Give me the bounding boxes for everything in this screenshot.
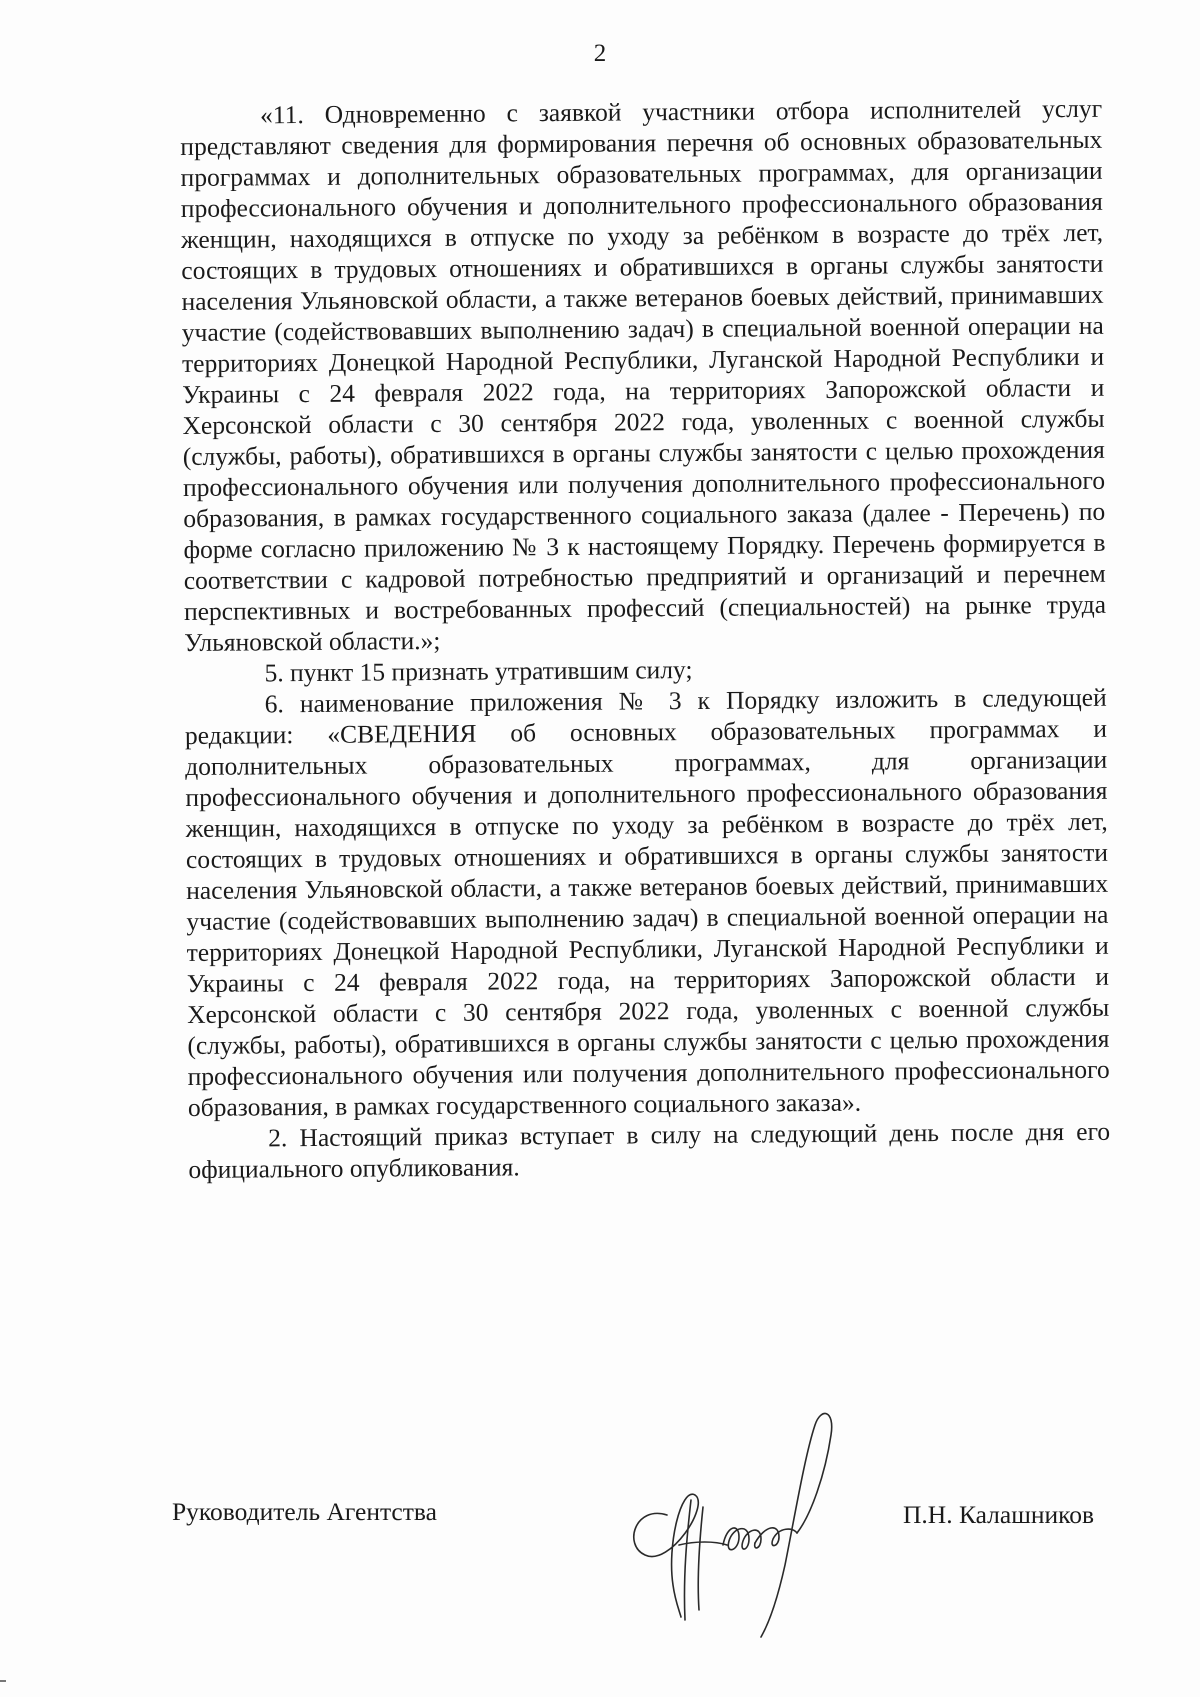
signatory-role: Руководитель Агентства	[172, 1497, 437, 1526]
paragraph-item-5: 5. пункт 15 признать утратившим силу;	[264, 654, 693, 688]
signatory-name: П.Н. Калашников	[903, 1500, 1095, 1529]
paragraph-item-11: «11. Одновременно с заявкой участники отбора исполнителей услуг представляют сведения для формирования перечня об основных образовательных программах и дополнительных образовательных программах, для организации профессионального обучения и дополнительного профессионального образования женщин, находящихся в отпуске по уходу за ребёнком в возрасте до трёх лет, состоящих в трудовых отношениях и обратившихся в органы службы занятости населения Ульяновской области, а также ветеранов боевых действий, принимавших участие (содействовавших выполнению задач) в специальной военной операции на территориях Донецкой Народной Республики, Луганской Народной Республики и Украины с 24 февраля 2022 года, на территориях Запорожской области и Херсонской области с 30 сентября 2022 года, уволенных с военной службы (службы, работы), обратившихся в органы службы занятости с целью прохождения профессионального обучения или получения дополнительного профессионального образования, в рамках государственного социального заказа (далее - Перечень) по форме согласно приложению № 3 к настоящему Порядку. Перечень формируется в соответствии с кадровой потребностью предприятий и организаций и перечнем перспективных и востребованных профессий (специальностей) на рынке труда Ульяновской области.»;	[180, 93, 1107, 657]
page-number: 2	[593, 40, 607, 67]
paragraph-effective-date: 2. Настоящий приказ вступает в силу на следующий день после дня его официального опубликования.	[188, 1116, 1111, 1184]
paragraph-item-6: 6. наименование приложения № 3 к Порядку изложить в следующей редакции: «СВЕДЕНИЯ об основных образовательных программах и дополнительных образовательных программах, для организации профессионального обучения и дополнительного профессионального образования женщин, находящихся в отпуске по уходу за ребёнком в возрасте до трёх лет, состоящих в трудовых отношениях и обратившихся в органы службы занятости населения Ульяновской области, а также ветеранов боевых действий, принимавших участие (содействовавших выполнению задач) в специальной военной операции на территориях Донецкой Народной Республики, Луганской Народной Республики и Украины с 24 февраля 2022 года, на территориях Запорожской области и Херсонской области с 30 сентября 2022 года, уволенных с военной службы (службы, работы), обратившихся в органы службы занятости с целью прохождения профессионального обучения или получения дополнительного профессионального образования, в рамках государственного социального заказа».	[184, 682, 1110, 1122]
scan-margin-mark	[0, 1680, 6, 1682]
handwritten-signature	[615, 1395, 915, 1640]
